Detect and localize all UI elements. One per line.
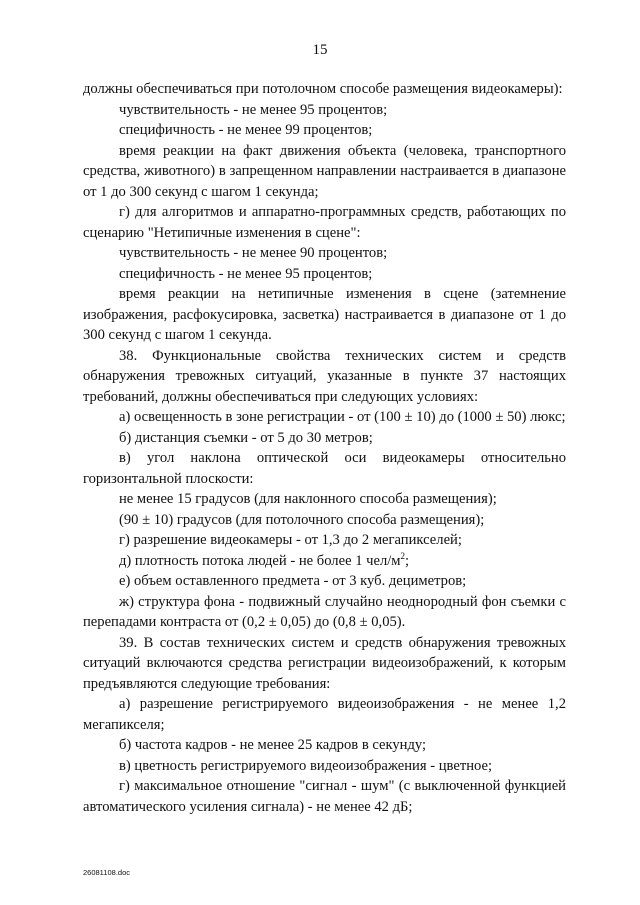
paragraph: чувствительность - не менее 95 процентов; [119,101,388,118]
paragraph: а) разрешение регистрируемого видеоизображения - не менее 1,2 мегапикселя; [83,696,566,733]
density-text: д) плотность потока людей - не более 1 чел/м [119,552,401,569]
paragraph: чувствительность - не менее 90 процентов; [119,245,388,261]
paragraph: б) частота кадров - не менее 25 кадров в секунду; [119,737,427,753]
document-body [83,79,566,817]
paragraph: б) дистанция съемки - от 5 до 30 метров; [119,429,373,446]
paragraph: в) цветность регистрируемого видеоизображения - цветное; [119,757,493,774]
page-number: 15 [312,42,328,58]
paragraph: 39. В состав технических систем и средств обнаружения тревожных ситуаций включаются средства регистрации видеоизображений, к которым предъявляются следующие требования: [83,634,566,692]
paragraph: е) объем оставленного предмета - от 3 куб. дециметров; [119,573,467,589]
paragraph: г) максимальное отношение "сигнал - шум" (с выключенной функцией автоматического усиления сигнала) - не менее 42 дБ; [83,778,566,815]
paragraph: г) для алгоритмов и аппаратно-программных средств, работающих по сценарию "Нетипичные изменения в сцене": [83,204,566,241]
paragraph: время реакции на нетипичные изменения в сцене (затемнение изображения, расфокусировка, засветка) настраивается в диапазоне от 1 до 300 секунд с шагом 1 секунда. [83,286,566,343]
footer-filename: 26081108.doc [83,868,130,877]
paragraph: время реакции на факт движения объекта (человека, транспортного средства, животного) в запрещенном направлении настраивается в диапазоне от 1 до 300 секунд с шагом 1 секунда; [83,142,566,200]
paragraph: г) разрешение видеокамеры - от 1,3 до 2 мегапикселей; [119,532,462,548]
paragraph: не менее 15 градусов (для наклонного способа размещения); [119,491,497,507]
paragraph: специфичность - не менее 95 процентов; [119,265,373,282]
paragraph: (90 ± 10) градусов (для потолочного способа размещения); [119,511,485,528]
density-suffix: ; [405,552,410,569]
paragraph [83,551,566,572]
paragraph: в) угол наклона оптической оси видеокамеры относительно горизонтальной плоскости: [83,450,566,487]
paragraph: специфичность - не менее 99 процентов; [119,122,373,138]
paragraph: а) освещенность в зоне регистрации - от (100 ± 10) до (1000 ± 50) люкс; [119,409,566,425]
superscript: 2 [400,550,406,561]
paragraph: ж) структура фона - подвижный случайно неоднородный фон съемки с перепадами контраста от (0,2 ± 0,05) до (0,8 ± 0,05). [83,593,566,630]
paragraph: 38. Функциональные свойства технических систем и средств обнаружения тревожных ситуаций, указанные в пункте 37 настоящих требований, должны обеспечиваться при следующих условиях: [83,347,566,405]
paragraph: должны обеспечиваться при потолочном способе размещения видеокамеры): [83,81,563,97]
